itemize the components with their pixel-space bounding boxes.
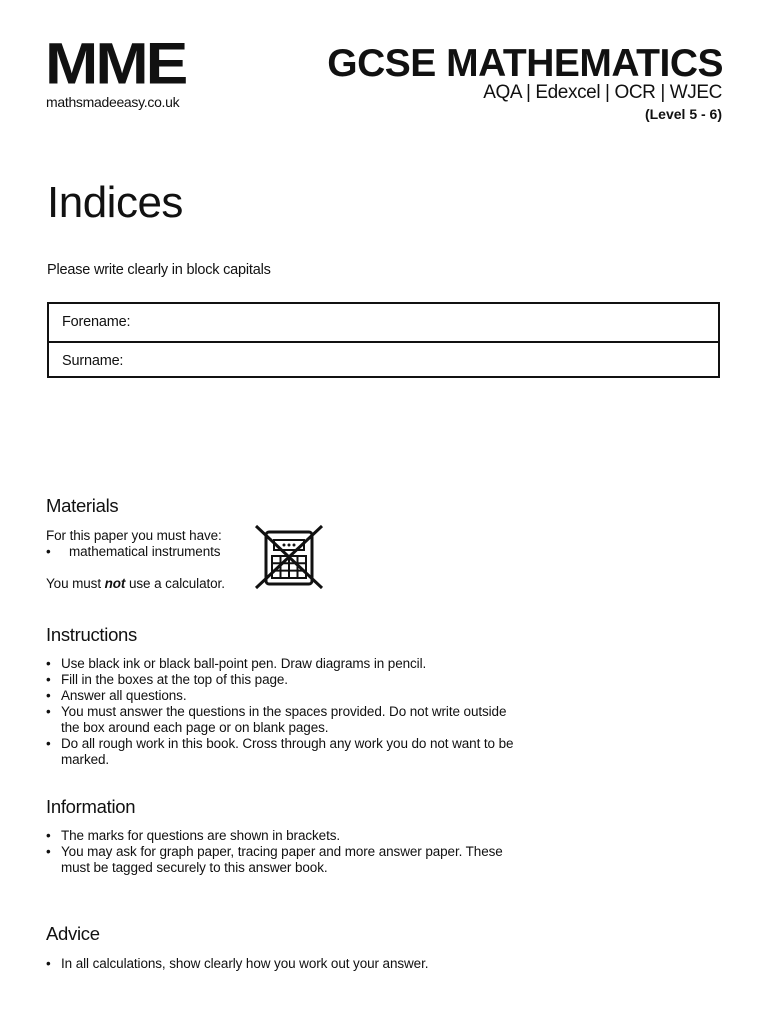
calculator-note-suffix: use a calculator. [125,576,225,591]
list-item: • You may ask for graph paper, tracing paper and more answer paper. These must be tagged securely to this answer book. [46,844,526,876]
materials-intro: For this paper you must have: [46,528,222,543]
list-item: • You must answer the questions in the spaces provided. Do not write outside the box around each page or on blank pages. [46,704,526,736]
list-item: • Answer all questions. [46,688,526,704]
advice-list [46,956,526,972]
bullet: • [46,544,51,559]
surname-label: Surname: [62,353,124,369]
materials-item [46,544,220,560]
calculator-note-emphasis: not [104,576,126,591]
subject-title: GCSE MATHEMATICS [327,42,723,85]
list-item: • Use black ink or black ball-point pen. Draw diagrams in pencil. [46,656,526,672]
level-label: (Level 5 - 6) [644,106,722,122]
forename-label: Forename: [62,314,131,330]
materials-heading: Materials [46,495,119,516]
advice-heading: Advice [46,923,100,944]
forename-field[interactable] [49,304,718,341]
no-calculator-icon [254,524,324,590]
information-list [46,828,526,876]
list-item: • Do all rough work in this book. Cross through any work you do not want to be marked. [46,736,526,768]
list-item: • Fill in the boxes at the top of this page. [46,672,526,688]
materials-item-text: mathematical instruments [69,544,221,559]
instructions-heading: Instructions [46,624,137,645]
calculator-note [46,576,225,592]
list-item: • The marks for questions are shown in brackets. [46,828,526,844]
logo-mark: MME [45,30,186,97]
exam-boards: AQA | Edexcel | OCR | WJEC [483,82,722,103]
information-heading: Information [46,796,136,817]
instructions-list [46,656,526,768]
logo-url: mathsmadeeasy.co.uk [46,94,180,110]
list-item: • In all calculations, show clearly how you work out your answer. [46,956,526,972]
surname-field[interactable] [49,341,718,378]
paper-title: Indices [47,178,183,227]
calculator-note-prefix: You must [46,576,105,591]
block-capitals-note: Please write clearly in block capitals [47,262,271,278]
name-box [47,302,720,378]
